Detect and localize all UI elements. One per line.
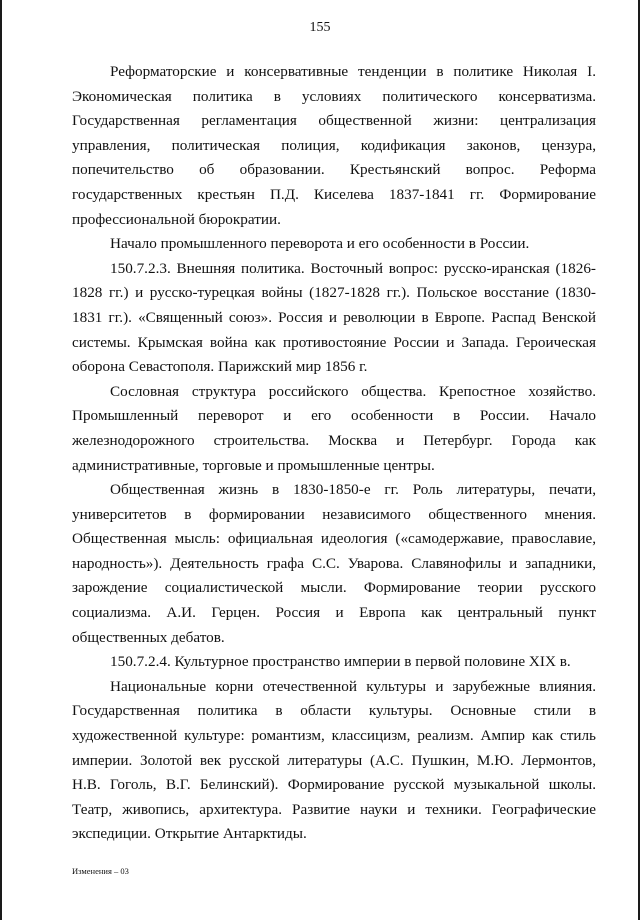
paragraph-foreign-policy: 150.7.2.3. Внешняя политика. Восточный вопрос: русско-иранская (1826-1828 гг.) и русско-турецкая войны (1827-1828 гг.). Польское восстание (1830-1831 гг.). «Священный союз». Россия и революции в Европе. Распад Венской системы. Крымская война как противостояние России и Запада. Героическая оборона Севастополя. Парижский мир 1856 г. (72, 259, 596, 376)
paragraph-national-culture: Национальные корни отечественной культуры и зарубежные влияния. Государственная политика в области культуры. Основные стили в художественной культуре: романтизм, классицизм, реализм. Ампир как стиль империи. Золотой век русской литературы (А.С. Пушкин, М.Ю. Лермонтов, Н.В. Гоголь, В.Г. Белинский). Формирование русской музыкальной школы. Театр, живопись, архитектура. Развитие науки и техники. Географические экспедиции. Открытие Антарктиды. (72, 677, 596, 843)
footer-revision: Изменения – 03 (72, 866, 129, 876)
paragraph-industrial-revolution: Начало промышленного переворота и его особенности в России. (110, 235, 530, 253)
paragraph-nicholas-policy: Реформаторские и консервативные тенденции в политике Николая I. Экономическая политика в условиях политического консерватизма. Государственная регламентация общественной жизни: централизация управления, политическая полиция, кодификация законов, цензура, попечительство об образовании. Крестьянский вопрос. Реформа государственных крестьян П.Д. Киселева 1837-1841 гг. Формирование профессиональной бюрократии. (72, 63, 596, 228)
paragraph-social-structure: Сословная структура российского общества. Крепостное хозяйство. Промышленный переворот и его особенности в России. Начало железнодорожного строительства. Москва и Петербург. Города как административные, торговые и промышленные центры. (72, 382, 596, 474)
scan-edge-left (0, 0, 2, 920)
paragraph-cultural-space-heading: 150.7.2.4. Культурное пространство империи в первой половине XIX в. (110, 653, 571, 671)
document-body (72, 60, 596, 847)
paragraph-public-life: Общественная жизнь в 1830-1850-е гг. Роль литературы, печати, университетов в формировании независимого общественного мнения. Общественная мысль: официальная идеология («самодержавие, православие, народность»). Деятельность графа С.С. Уварова. Славянофилы и западники, зарождение социалистической мысли. Формирование теории русского социализма. А.И. Герцен. Россия и Европа как центральный пункт общественных дебатов. (72, 481, 596, 646)
page-number: 155 (309, 20, 331, 35)
